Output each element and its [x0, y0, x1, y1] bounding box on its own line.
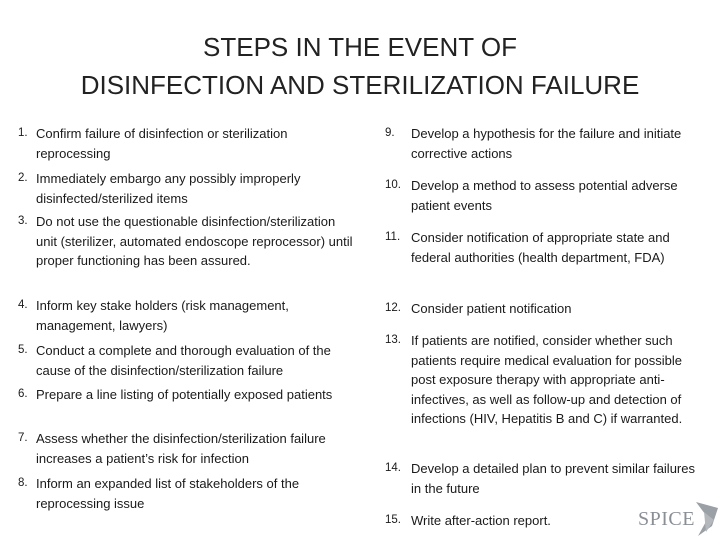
title-line-2: DISINFECTION AND STERILIZATION FAILURE: [80, 70, 640, 100]
item-text: Conduct a complete and thorough evaluation of the cause of the disinfection/sterilization failure: [36, 343, 331, 378]
list-item: [18, 385, 353, 405]
item-text: Assess whether the disinfection/sterilization failure increases a patient’s risk for infection: [36, 431, 326, 466]
item-number: 4.: [18, 299, 28, 311]
item-text: If patients are notified, consider whether such patients require medical evaluation for possible post exposure therapy with appropriate anti-infectives, as well as follow-up and detection of infections (HIV, Hepatitis B and C) if warranted.: [411, 333, 683, 426]
item-text: Develop a method to assess potential adverse patient events: [411, 178, 678, 213]
list-item: [18, 124, 353, 163]
list-item: [385, 459, 703, 498]
list-item: [385, 228, 703, 267]
item-number: 11.: [385, 231, 401, 243]
item-number: 1.: [18, 127, 28, 139]
logo-text: SPICE: [638, 508, 695, 530]
item-number: 15.: [385, 514, 401, 526]
item-text: Develop a hypothesis for the failure and initiate corrective actions: [411, 126, 682, 161]
item-number: 13.: [385, 334, 401, 346]
list-item: [18, 212, 353, 271]
item-text: Write after-action report.: [411, 513, 551, 528]
item-text: Confirm failure of disinfection or sterilization reprocessing: [36, 126, 288, 161]
list-item: [18, 429, 353, 468]
list-item: [18, 169, 353, 208]
item-text: Do not use the questionable disinfection/sterilization unit (sterilizer, automated endoscope reprocessor) until proper functioning has been assured.: [36, 214, 353, 268]
item-number: 6.: [18, 388, 28, 400]
item-text: Prepare a line listing of potentially exposed patients: [36, 387, 333, 402]
item-text: Develop a detailed plan to prevent similar failures in the future: [411, 461, 695, 496]
list-item: [385, 124, 703, 163]
list-item: [385, 331, 703, 429]
item-number: 2.: [18, 172, 28, 184]
list-item: [18, 474, 353, 513]
list-item: [18, 341, 353, 380]
item-number: 9.: [385, 127, 395, 139]
item-number: 8.: [18, 477, 28, 489]
list-item: [385, 176, 703, 215]
page-title: [0, 28, 720, 104]
title-line-1: STEPS IN THE EVENT OF: [203, 32, 517, 62]
list-item: [385, 299, 703, 319]
spice-logo: [626, 498, 720, 540]
item-text: Consider patient notification: [411, 301, 572, 316]
item-text: Inform key stake holders (risk management, management, lawyers): [36, 298, 289, 333]
item-number: 5.: [18, 344, 28, 356]
item-number: 14.: [385, 462, 401, 474]
item-text: Consider notification of appropriate state and federal authorities (health department, FDA): [411, 230, 670, 265]
item-text: Immediately embargo any possibly improperly disinfected/sterilized items: [36, 171, 301, 206]
item-number: 3.: [18, 215, 28, 227]
item-number: 12.: [385, 302, 401, 314]
item-number: 7.: [18, 432, 28, 444]
item-text: Inform an expanded list of stakeholders of the reprocessing issue: [36, 476, 300, 511]
item-number: 10.: [385, 179, 401, 191]
list-item: [18, 296, 353, 335]
